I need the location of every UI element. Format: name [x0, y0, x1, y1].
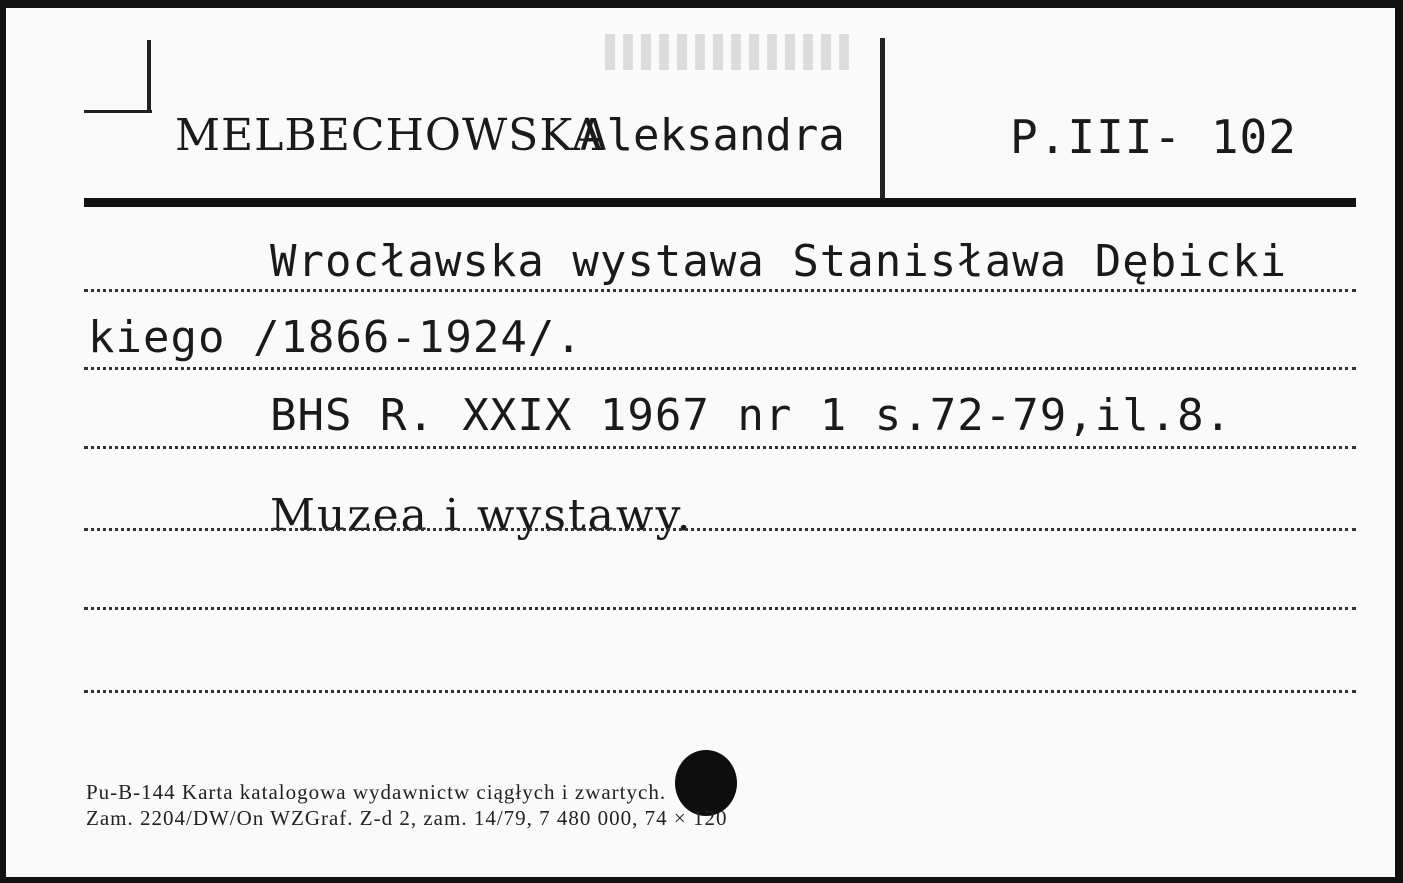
heading-surname: MELBECHOWSKA — [175, 110, 605, 161]
ruled-line-5 — [84, 607, 1356, 610]
card-edge-top — [0, 0, 1403, 8]
heading-given-name: Aleksandra — [580, 110, 845, 161]
heading-rule — [84, 198, 1356, 207]
ruled-line-3 — [84, 446, 1356, 449]
title-line-2: kiego /1866-1924/. — [88, 312, 583, 363]
shelfmark: P.III- 102 — [1010, 110, 1297, 164]
ruled-line-4 — [84, 528, 1356, 531]
heading-divider — [880, 38, 885, 198]
card-edge-bottom — [0, 877, 1403, 883]
erased-stamp — [605, 34, 850, 70]
corner-mark-vertical — [147, 40, 151, 112]
printer-imprint-line-1: Pu-B-144 Karta katalogowa wydawnictw ciągłych i zwartych. — [86, 780, 667, 804]
ruled-line-1 — [84, 289, 1356, 292]
title-line-1: Wrocławska wystawa Stanisława Dębicki — [270, 236, 1288, 287]
subject-heading: Muzea i wystawy. — [270, 490, 693, 541]
ruled-line-6 — [84, 690, 1356, 693]
source-citation: BHS R. XXIX 1967 nr 1 s.72-79,il.8. — [270, 390, 1233, 441]
heading-row — [0, 110, 1403, 180]
ruled-line-2 — [84, 367, 1356, 370]
printer-imprint-line-2: Zam. 2204/DW/On WZGraf. Z-d 2, zam. 14/79, 7 480 000, 74 × 120 — [86, 806, 728, 830]
